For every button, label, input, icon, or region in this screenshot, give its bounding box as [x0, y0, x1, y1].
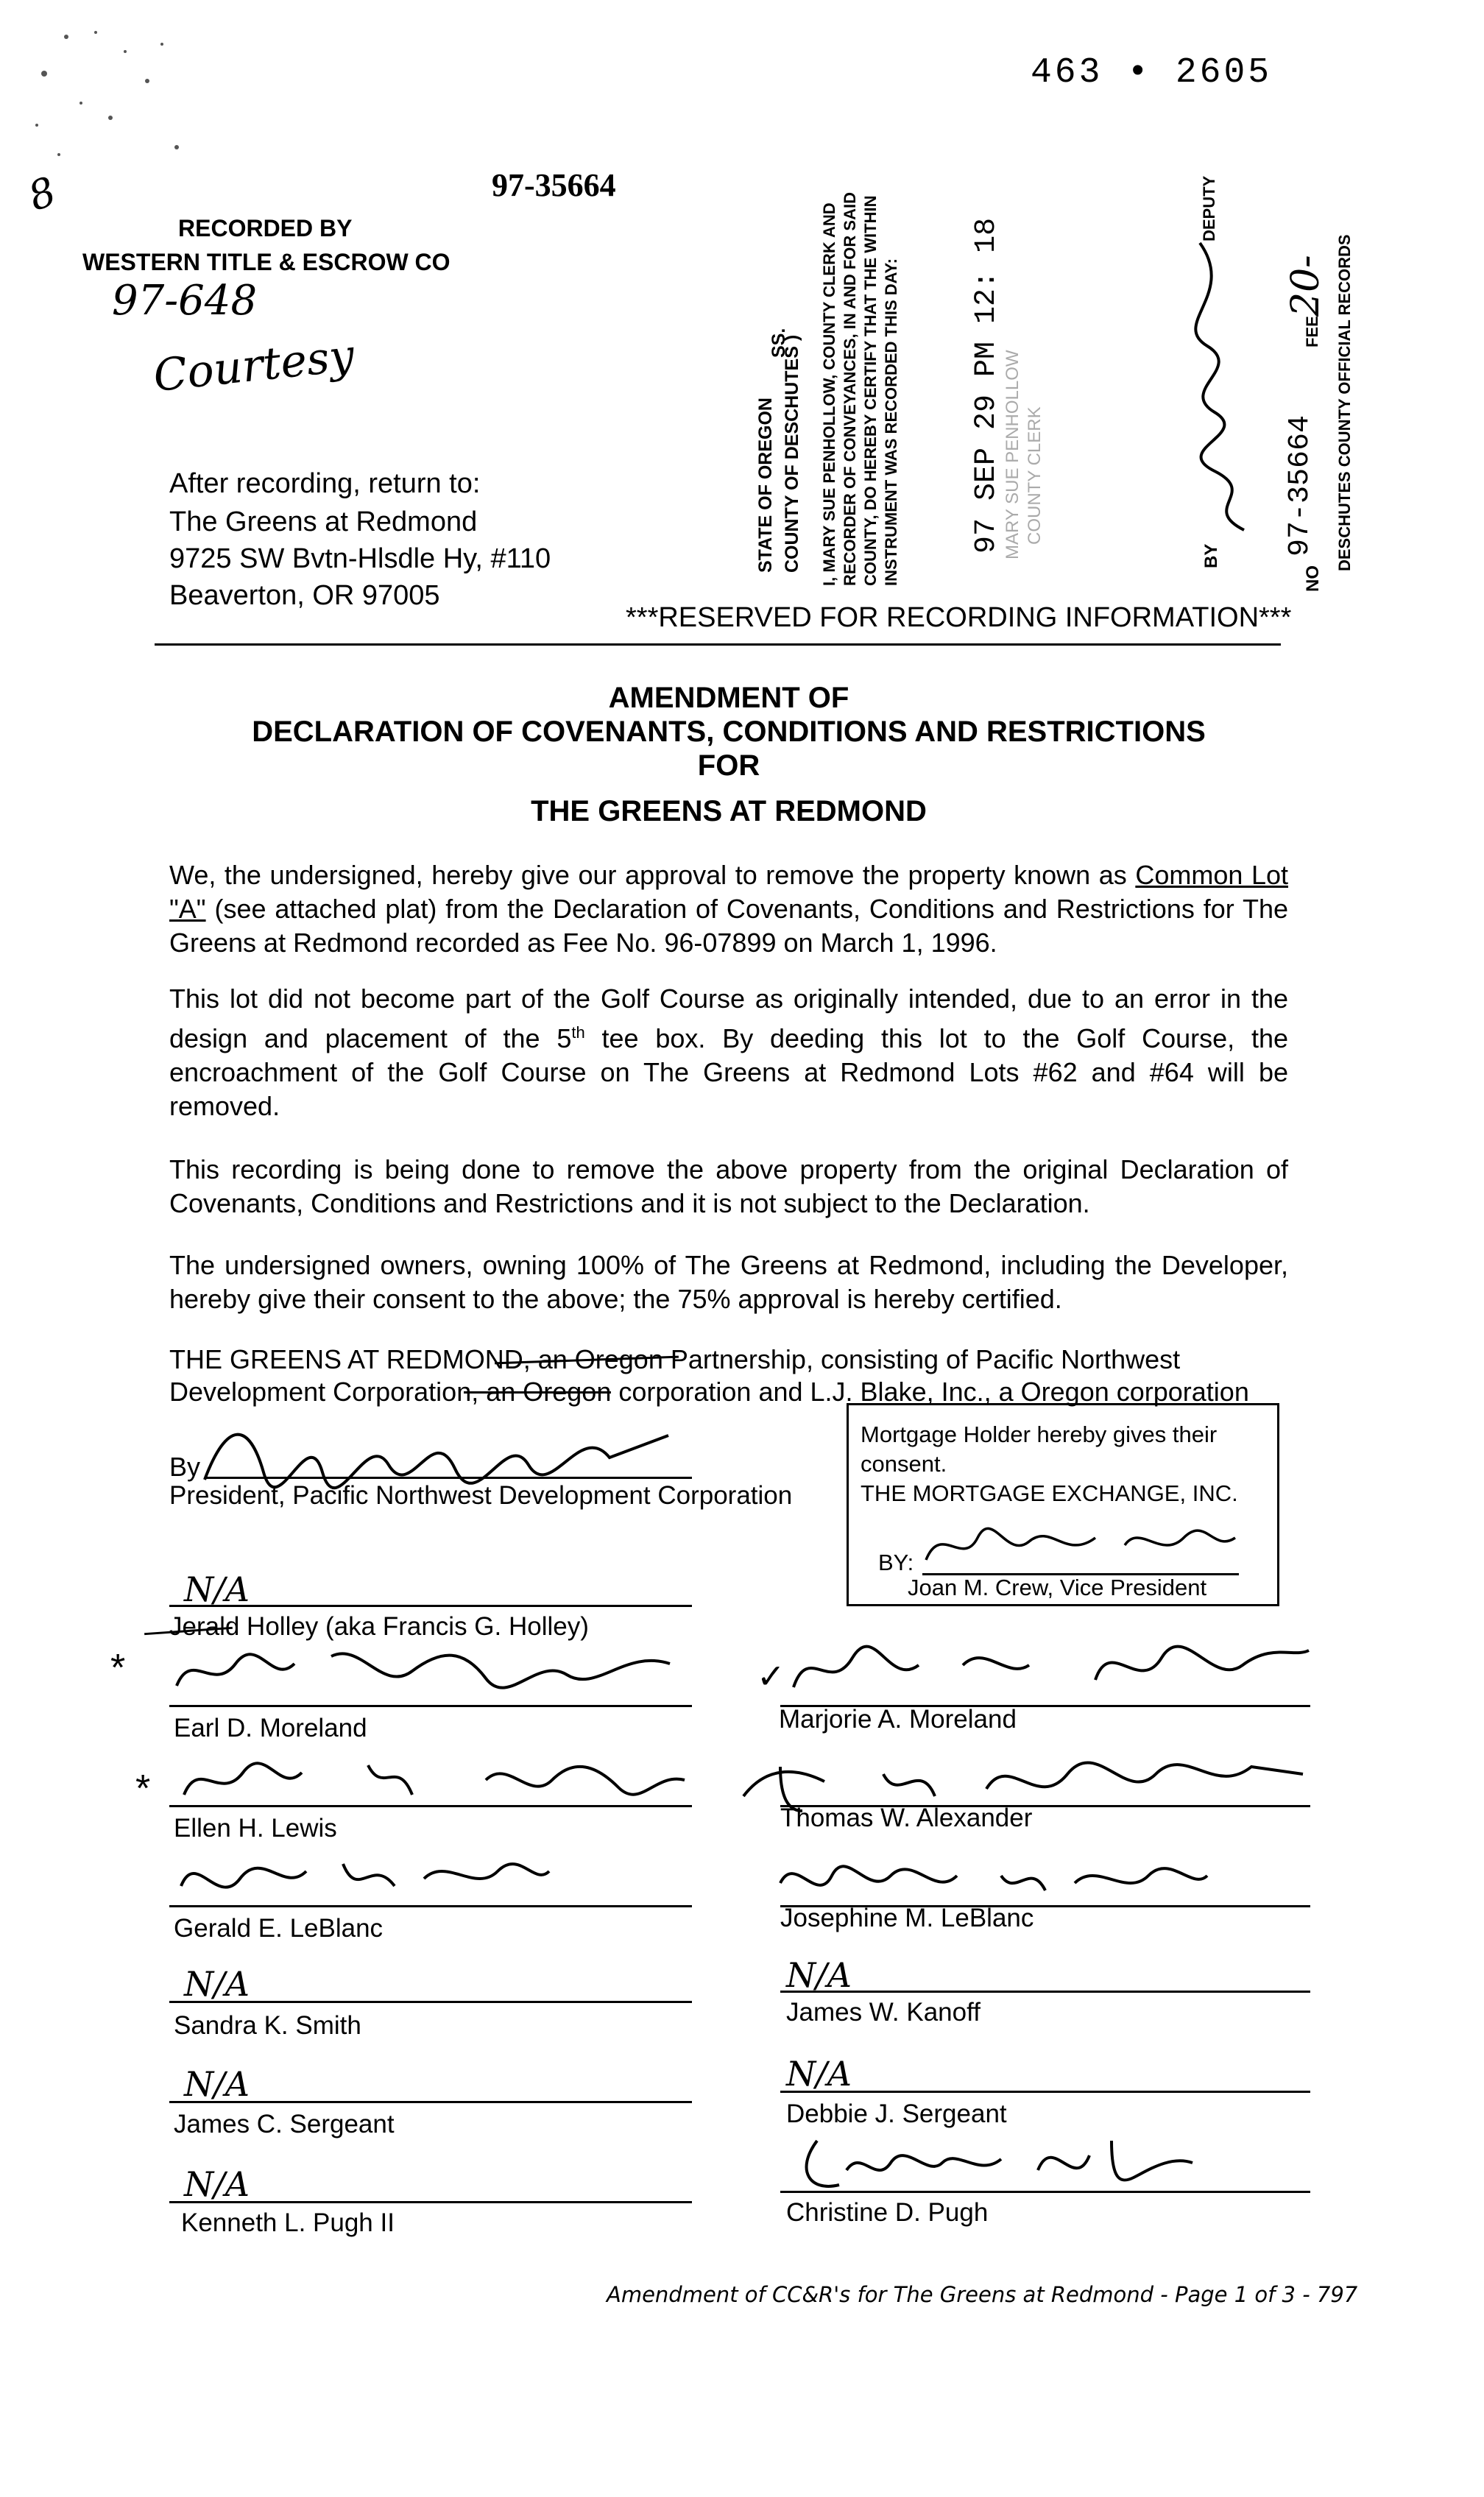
earl-signature — [169, 1634, 685, 1700]
mortgage-line-1: Mortgage Holder hereby gives their — [861, 1421, 1218, 1447]
earl-signature-line — [169, 1705, 692, 1707]
jerald-signature-line — [169, 1605, 692, 1607]
kenneth-na: N/A — [184, 2164, 250, 2204]
james-s-signature-line — [169, 2101, 692, 2103]
earl-asterisk: * — [110, 1647, 126, 1689]
partnership-line-2: Development Corporation, an Oregon corporation and L.J. Blake, Inc., a Oregon corporation — [169, 1377, 1249, 1407]
christine-pugh-name: Christine D. Pugh — [786, 2198, 989, 2227]
christine-signature-line — [780, 2191, 1310, 2193]
stamp-cert-line-2: RECORDER OF CONVEYANCES, IN AND FOR SAID — [841, 192, 859, 586]
marjorie-signature — [786, 1636, 1316, 1702]
reserved-recording-info: ***RESERVED FOR RECORDING INFORMATION*** — [626, 602, 1292, 633]
ellen-signature-line — [169, 1805, 692, 1807]
stamp-cert-line-1: I, MARY SUE PENHOLLOW, COUNTY CLERK AND — [820, 202, 838, 586]
james-k-signature-line — [780, 1991, 1310, 1993]
ellen-lewis-name: Ellen H. Lewis — [174, 1814, 337, 1843]
gerald-leblanc-name: Gerald E. LeBlanc — [174, 1914, 384, 1943]
return-label: After recording, return to: — [169, 468, 481, 499]
mortgage-holder-box — [847, 1403, 1279, 1606]
return-street: 9725 SW Bvtn-Hlsdle Hy, #110 — [169, 543, 551, 574]
stamp-cert-line-4: INSTRUMENT WAS RECORDED THIS DAY: — [882, 258, 900, 586]
stamp-county: COUNTY OF DESCHUTES ) — [782, 334, 802, 573]
gerald-signature-line — [169, 1905, 692, 1907]
kenneth-pugh-name: Kenneth L. Pugh II — [181, 2208, 395, 2237]
strike-an-oregon — [464, 1391, 611, 1394]
stamp-clerk-signature — [1192, 228, 1269, 537]
stamp-no: NO — [1303, 565, 1323, 592]
stamp-faded-line-2: COUNTY CLERK — [1025, 406, 1045, 545]
paragraph-2-superscript: th — [571, 1023, 585, 1042]
document-number: 97-35664 — [492, 167, 616, 203]
paragraph-2 — [169, 982, 1288, 1123]
clerk-signature-stroke — [1192, 228, 1266, 537]
stamp-date: 97 SEP 29 PM 12: 18 — [970, 217, 1003, 554]
mortgage-by-label: BY: — [878, 1550, 914, 1575]
debbie-na: N/A — [786, 2054, 852, 2094]
kenneth-signature-line — [169, 2201, 692, 2203]
scan-speckle — [29, 22, 221, 191]
paragraph-1-start: We, the undersigned, hereby give our approval to remove the property known as — [169, 860, 1136, 890]
paragraph-3: This recording is being done to remove the above property from the original Declaration of Covenants, Conditions and Restrictions and it is not subject to the Declaration. — [169, 1154, 1288, 1218]
stamp-no-value: 97-35664 — [1284, 414, 1317, 557]
mortgage-signature — [919, 1516, 1243, 1575]
james-k-na: N/A — [786, 1955, 852, 1995]
paragraph-4: The undersigned owners, owning 100% of The Greens at Redmond, including the Developer, hereby give their consent to the above; the 75% approval is hereby certified. — [169, 1250, 1288, 1314]
paragraph-2-start: This lot did not become part of the Golf Course as originally intended, due to an error in the design and placement of the 5 — [169, 983, 1288, 1053]
stamp-fee-value: 20- — [1284, 255, 1328, 317]
debbie-sergeant-name: Debbie J. Sergeant — [786, 2099, 1007, 2128]
marjorie-moreland-name: Marjorie A. Moreland — [779, 1705, 1017, 1734]
title-line-3: FOR — [697, 749, 760, 782]
recorded-by-label: RECORDED BY — [178, 215, 353, 241]
jerald-na: N/A — [184, 1569, 250, 1609]
thomas-alexander-name: Thomas W. Alexander — [780, 1804, 1033, 1832]
margin-mark: 8 — [22, 168, 63, 220]
mortgage-company: THE MORTGAGE EXCHANGE, INC. — [861, 1480, 1238, 1506]
page-footer: Amendment of CC&R's for The Greens at Redmond - Page 1 of 3 - 797 — [607, 2282, 1358, 2307]
jerald-holley-name: Jerald Holley (aka Francis G. Holley) — [169, 1612, 589, 1641]
header-divider — [155, 643, 1281, 646]
title-line-4: THE GREENS AT REDMOND — [531, 795, 927, 827]
stamp-state: STATE OF OREGON — [755, 398, 776, 573]
president-signature — [197, 1413, 698, 1487]
handwritten-code: 97-648 — [112, 277, 258, 325]
ellen-signature — [177, 1751, 692, 1809]
earl-moreland-name: Earl D. Moreland — [174, 1714, 367, 1742]
james-s-na: N/A — [184, 2064, 250, 2104]
title-line-1: AMENDMENT OF — [608, 682, 849, 714]
handwritten-note: Courtesy — [151, 329, 357, 403]
title-line-2: DECLARATION OF COVENANTS, CONDITIONS AND RESTRICTIONS — [252, 716, 1206, 748]
stamp-faded-line-1: MARY SUE PENHOLLOW — [1003, 350, 1022, 559]
president-signature-line — [206, 1477, 692, 1479]
return-city: Beaverton, OR 97005 — [169, 580, 440, 611]
paragraph-1-end: (see attached plat) from the Declaration of Covenants, Conditions and Restrictions for The Greens at Redmond recorded as Fee No. 96-07899 on March 1, 1996. — [169, 894, 1288, 958]
ellen-asterisk: * — [135, 1767, 151, 1810]
christine-signature — [795, 2126, 1207, 2200]
sandra-na: N/A — [184, 1964, 250, 2004]
stamp-official-records: DESCHUTES COUNTY OFFICIAL RECORDS — [1335, 234, 1354, 571]
common-lot-a-reference: Common Lot "A" — [169, 860, 1288, 924]
marjorie-check: ✓ — [757, 1657, 785, 1695]
return-name: The Greens at Redmond — [169, 506, 478, 537]
book-page-number: 463 • 2605 — [1031, 53, 1273, 93]
stamp-fee: FEE — [1303, 316, 1321, 347]
recorded-by-company: WESTERN TITLE & ESCROW CO — [82, 249, 451, 275]
james-sergeant-name: James C. Sergeant — [174, 2110, 395, 2138]
stamp-deputy: DEPUTY — [1200, 175, 1218, 241]
president-title: President, Pacific Northwest Development Corporation — [169, 1481, 793, 1510]
josephine-leblanc-name: Josephine M. LeBlanc — [780, 1904, 1034, 1932]
james-kanoff-name: James W. Kanoff — [786, 1998, 981, 2027]
mortgage-signer: Joan M. Crew, Vice President — [908, 1575, 1207, 1600]
gerald-signature — [174, 1849, 556, 1908]
paragraph-2-end: tee box. By deeding this lot to the Golf Course, the encroachment of the Golf Course on The Greens at Redmond Lots #62 and #64 will be removed. — [169, 1023, 1289, 1121]
president-by-label: By — [169, 1452, 201, 1482]
partnership-line-1: THE GREENS AT REDMOND, an Oregon Partnership, consisting of Pacific Northwest — [169, 1344, 1181, 1374]
stamp-by: BY — [1201, 543, 1221, 568]
debbie-signature-line — [780, 2091, 1310, 2093]
paragraph-1 — [169, 858, 1288, 960]
stamp-ss: SS. — [768, 328, 789, 358]
sandra-signature-line — [169, 2001, 692, 2003]
stamp-cert-line-3: COUNTY, DO HEREBY CERTIFY THAT THE WITHIN — [861, 195, 880, 586]
mortgage-line-2: consent. — [861, 1451, 947, 1477]
sandra-smith-name: Sandra K. Smith — [174, 2011, 361, 2040]
